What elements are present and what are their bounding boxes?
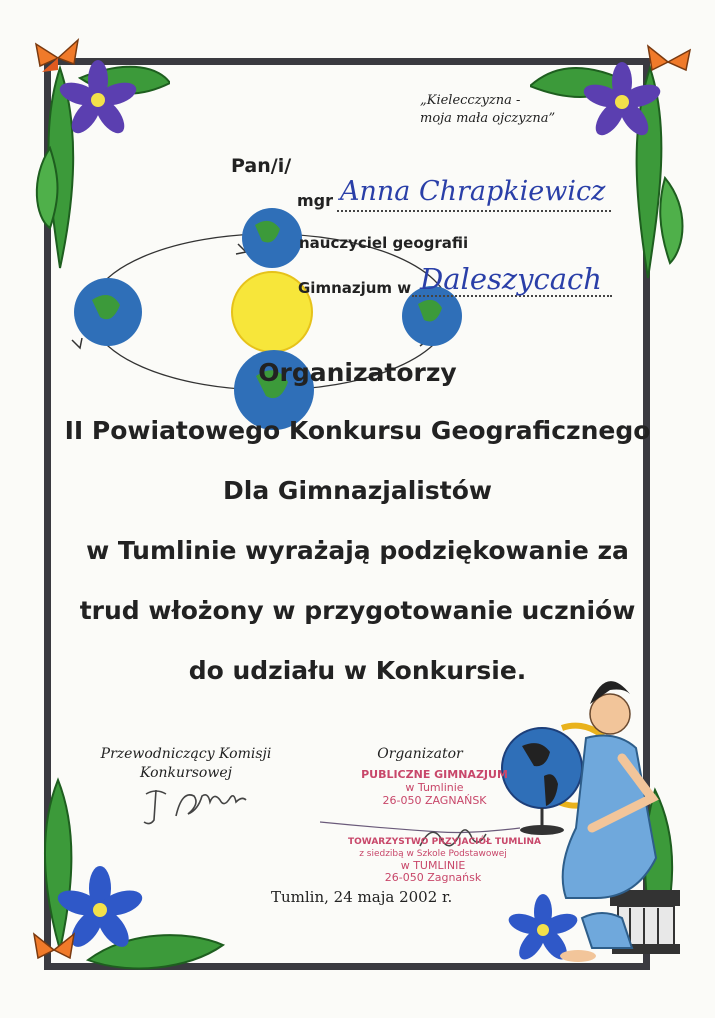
- name-dotted-line: [337, 210, 611, 212]
- role-label: nauczyciel geografii: [299, 234, 469, 252]
- school-prefix-label: Gimnazjum w: [298, 279, 412, 297]
- school-stamp: [352, 768, 517, 807]
- school-stamp-line-3: 26-050 ZAGNAŃSK: [382, 794, 487, 807]
- society-stamp-line-2: z siedzibą w Szkole Podstawowej: [359, 849, 507, 859]
- body-line-audience: Dla Gimnazjalistów: [223, 476, 492, 505]
- body-line-thanks: w Tumlinie wyrażają podziękowanie za: [86, 536, 629, 565]
- top-right-floral-icon: [530, 28, 700, 288]
- body-line-organizers: Organizatorzy: [258, 358, 457, 387]
- organizer-label: Organizator: [377, 746, 463, 762]
- society-stamp-line-4: 26-050 Zagnańsk: [384, 871, 482, 884]
- motto-line-1: „Kielecczyzna -: [420, 93, 521, 108]
- body-line-participation: do udziału w Konkursie.: [188, 656, 527, 685]
- recipient-name: Anna Chrapkiewicz: [340, 176, 606, 207]
- title-prefix-label: mgr: [297, 191, 334, 210]
- issue-date: Tumlin, 24 maja 2002 r.: [271, 888, 453, 906]
- commission-chair-line-1: Przewodniczący Komisji: [100, 746, 272, 762]
- body-line-contest-name: II Powiatowego Konkursu Geograficznego: [64, 416, 651, 445]
- body-line-effort: trud włożony w przygotowanie uczniów: [79, 596, 636, 625]
- society-stamp-line-3: w TUMLINIE: [400, 859, 466, 872]
- society-stamp-line-1: TOWARZYSTWO PRZYJACIÓŁ TUMLINA: [348, 837, 541, 847]
- society-stamp: [348, 836, 541, 884]
- school-stamp-line-1: PUBLICZNE GIMNAZJUM: [361, 768, 508, 781]
- commission-chair-line-2: Konkursowej: [140, 765, 232, 781]
- school-stamp-line-2: w Tumlinie: [405, 781, 464, 794]
- salutation-label: Pan/i/: [231, 155, 292, 177]
- motto: [420, 92, 580, 128]
- commission-chair-label: [96, 745, 276, 783]
- globe-icon: [242, 208, 302, 268]
- school-place: Daleszycach: [420, 262, 602, 296]
- motto-line-2: moja mała ojczyzna”: [420, 111, 556, 126]
- chair-signature: [140, 780, 260, 830]
